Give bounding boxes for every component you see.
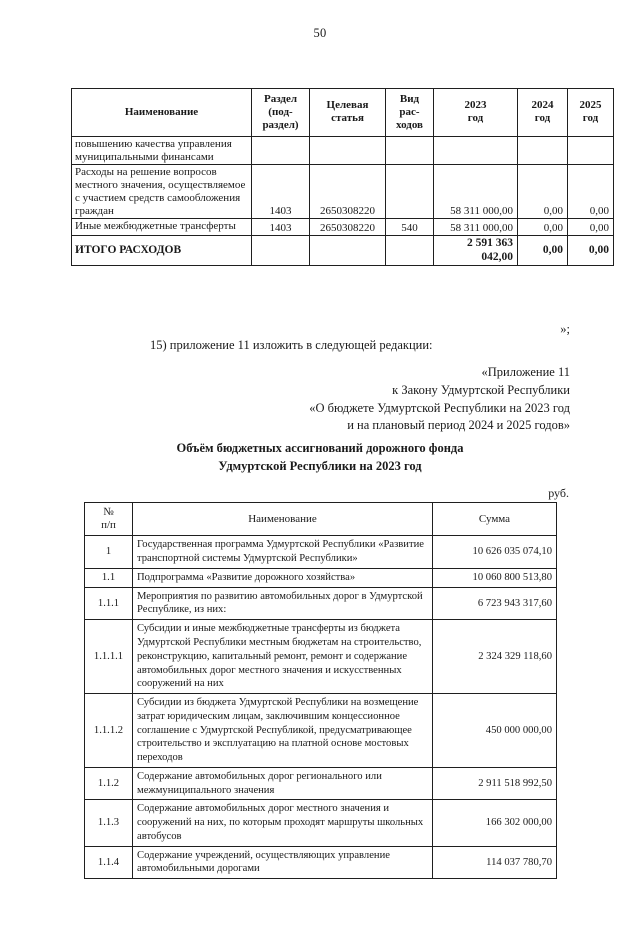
page-number: 50 — [313, 26, 327, 40]
currency-unit-label: руб. — [548, 486, 569, 500]
cell-sum: 6 723 943 317,60 — [433, 587, 557, 620]
cell-year-2024: 0,00 — [518, 165, 568, 219]
cell-year-2023 — [434, 136, 518, 165]
column-header-year-2024: 2024 год — [518, 89, 568, 137]
column-header-name: Наименование — [133, 503, 433, 536]
cell-name: Подпрограмма «Развитие дорожного хозяйства» — [133, 568, 433, 587]
cell-sum: 2 324 329 118,60 — [433, 620, 557, 694]
cell-year-2025: 0,00 — [568, 236, 614, 266]
closing-quote-mark: »; — [560, 322, 570, 336]
column-header-name: Наименование — [72, 89, 252, 137]
cell-celevaya-statya: 2650308220 — [310, 219, 386, 236]
cell-razdel — [252, 236, 310, 266]
appendix-reference-block — [309, 364, 570, 435]
column-header-sum: Сумма — [433, 503, 557, 536]
cell-row-number: 1.1.3 — [85, 800, 133, 846]
cell-sum: 10 060 800 513,80 — [433, 568, 557, 587]
cell-name: повышению качества управления муниципальными финансами — [72, 136, 252, 165]
cell-name: Содержание учреждений, осуществляющих управление автомобильными дорогами — [133, 846, 433, 879]
table-row — [85, 536, 557, 569]
cell-year-2023: 2 591 363 042,00 — [434, 236, 518, 266]
appendix-line: и на плановый период 2024 и 2025 годов» — [347, 418, 570, 433]
table-row — [72, 219, 614, 236]
table-row — [85, 587, 557, 620]
table-row — [85, 800, 557, 846]
road-fund-title — [0, 440, 640, 475]
cell-row-number: 1.1.4 — [85, 846, 133, 879]
cell-name: Расходы на решение вопросов местного значения, осуществляемое с участием средств самообложения граждан — [72, 165, 252, 219]
cell-razdel: 1403 — [252, 219, 310, 236]
road-fund-table-container — [84, 502, 557, 879]
column-header-year-2025: 2025 год — [568, 89, 614, 137]
table-row — [85, 568, 557, 587]
cell-row-number: 1.1 — [85, 568, 133, 587]
table-row — [85, 767, 557, 800]
cell-year-2025: 0,00 — [568, 165, 614, 219]
road-fund-table — [84, 502, 557, 879]
appendix-line: «О бюджете Удмуртской Республики на 2023 год — [309, 400, 570, 415]
cell-razdel — [252, 136, 310, 165]
expenditures-table — [71, 88, 614, 266]
cell-name: Мероприятия по развитию автомобильных дорог в Удмуртской Республике, из них: — [133, 587, 433, 620]
column-header-целевая-статья: Целевая статья — [310, 89, 386, 137]
column-header-year-2023: 2023 год — [434, 89, 518, 137]
cell-name: Содержание автомобильных дорог регионального или межмуниципального значения — [133, 767, 433, 800]
table-row — [72, 165, 614, 219]
cell-name: Содержание автомобильных дорог местного значения и сооружений на них, по которым проходят маршруты школьных автобусов — [133, 800, 433, 846]
expenditures-table-body — [72, 136, 614, 265]
road-fund-title-line-2: Удмуртской Республики на 2023 год — [218, 458, 422, 473]
cell-sum: 166 302 000,00 — [433, 800, 557, 846]
cell-name: Субсидии и иные межбюджетные трансферты из бюджета Удмуртской Республики местным бюджетам на строительство, реконструкцию, капитальный ремонт, ремонт и содержание автомобильных дорог местного значения и искусственных сооружений на них — [133, 620, 433, 694]
table-row — [85, 620, 557, 694]
table-row — [85, 694, 557, 768]
cell-vid-rashodov: 540 — [386, 219, 434, 236]
cell-row-number: 1.1.1.2 — [85, 694, 133, 768]
table-row — [72, 136, 614, 165]
table-row — [72, 236, 614, 266]
amendment-item-paragraph: 15) приложение 11 изложить в следующей редакции: — [150, 338, 433, 352]
table-row — [85, 846, 557, 879]
cell-year-2024 — [518, 136, 568, 165]
cell-celevaya-statya: 2650308220 — [310, 165, 386, 219]
cell-year-2025 — [568, 136, 614, 165]
document-page — [0, 26, 640, 925]
cell-name: Субсидии из бюджета Удмуртской Республики на возмещение затрат юридическим лицам, заключившим концессионное соглашение с Удмуртской Республикой, предусматривающее строительство и эксплуатацию на платной основе мостовых переходов — [133, 694, 433, 768]
column-header-row-number: № п/п — [85, 503, 133, 536]
cell-name: Иные межбюджетные трансферты — [72, 219, 252, 236]
cell-name: ИТОГО РАСХОДОВ — [72, 236, 252, 266]
cell-razdel: 1403 — [252, 165, 310, 219]
cell-year-2023: 58 311 000,00 — [434, 219, 518, 236]
table-header-row — [85, 503, 557, 536]
cell-sum: 2 911 518 992,50 — [433, 767, 557, 800]
cell-vid-rashodov — [386, 136, 434, 165]
cell-row-number: 1.1.1.1 — [85, 620, 133, 694]
cell-sum: 114 037 780,70 — [433, 846, 557, 879]
cell-year-2024: 0,00 — [518, 236, 568, 266]
cell-name: Государственная программа Удмуртской Республики «Развитие транспортной системы Удмуртской Республики» — [133, 536, 433, 569]
cell-celevaya-statya — [310, 236, 386, 266]
column-header-vid-rashodov: Вид рас- ходов — [386, 89, 434, 137]
cell-row-number: 1.1.2 — [85, 767, 133, 800]
column-header-razdel: Раздел (под- раздел) — [252, 89, 310, 137]
cell-row-number: 1 — [85, 536, 133, 569]
table-header-row — [72, 89, 614, 137]
cell-year-2023: 58 311 000,00 — [434, 165, 518, 219]
cell-year-2024: 0,00 — [518, 219, 568, 236]
expenditures-table-container — [71, 88, 614, 266]
cell-sum: 10 626 035 074,10 — [433, 536, 557, 569]
appendix-line: к Закону Удмуртской Республики — [392, 382, 570, 397]
cell-vid-rashodov — [386, 165, 434, 219]
road-fund-title-line-1: Объём бюджетных ассигнований дорожного фонда — [176, 441, 464, 455]
cell-year-2025: 0,00 — [568, 219, 614, 236]
cell-vid-rashodov — [386, 236, 434, 266]
cell-sum: 450 000 000,00 — [433, 694, 557, 768]
road-fund-table-body — [85, 536, 557, 879]
appendix-line: «Приложение 11 — [481, 365, 570, 379]
cell-celevaya-statya — [310, 136, 386, 165]
cell-row-number: 1.1.1 — [85, 587, 133, 620]
